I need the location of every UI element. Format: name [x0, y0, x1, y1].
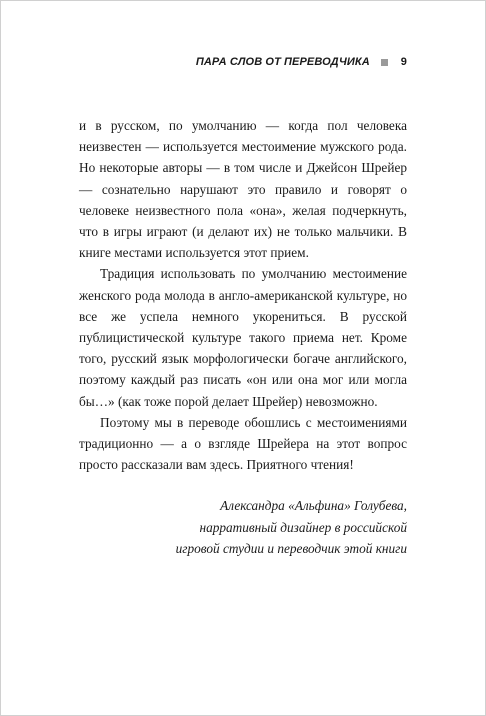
- main-text: [79, 115, 407, 559]
- paragraph-continuation: и в русском, по умолчанию — когда пол человека неизвестен — используется местоимение мужского рода. Но некоторые авторы — в том числе и Джейсон Шрейер — сознательно нарушают это правило и говорят о человеке неизвестного пола «она», желая подчеркнуть, что в игры играют (и делают их) не только мальчики. В книге местами используется этот прием.: [79, 118, 407, 261]
- running-head: [196, 56, 407, 68]
- translator-signature: [79, 495, 407, 559]
- signature-role-cont: игровой студии и переводчик этой книги: [175, 540, 407, 556]
- paragraph-conclusion: Поэтому мы в переводе обошлись с местоимениями традиционно — а о взгляде Шрейера на этот вопрос просто рассказали вам здесь. Приятного чтения!: [79, 414, 407, 473]
- square-separator-icon: [381, 59, 388, 66]
- signature-role: нарративный дизайнер в российской: [199, 519, 407, 535]
- page-number: 9: [400, 56, 407, 68]
- running-title: ПАРА СЛОВ ОТ ПЕРЕВОДЧИКА: [195, 56, 370, 68]
- signature-name: Александра «Альфина» Голубева,: [220, 498, 407, 514]
- paragraph-tradition: Традиция использовать по умолчанию местоимение женского рода молода в англо-американской культуре, но все же успела немного укорениться. В русской публицистической культуре такого приема нет. Кроме того, русский язык морфологически богаче английского, поэтому каждый раз писать «он или она мог или могла бы…» (как тоже порой делает Шрейер) невозможно.: [79, 266, 407, 409]
